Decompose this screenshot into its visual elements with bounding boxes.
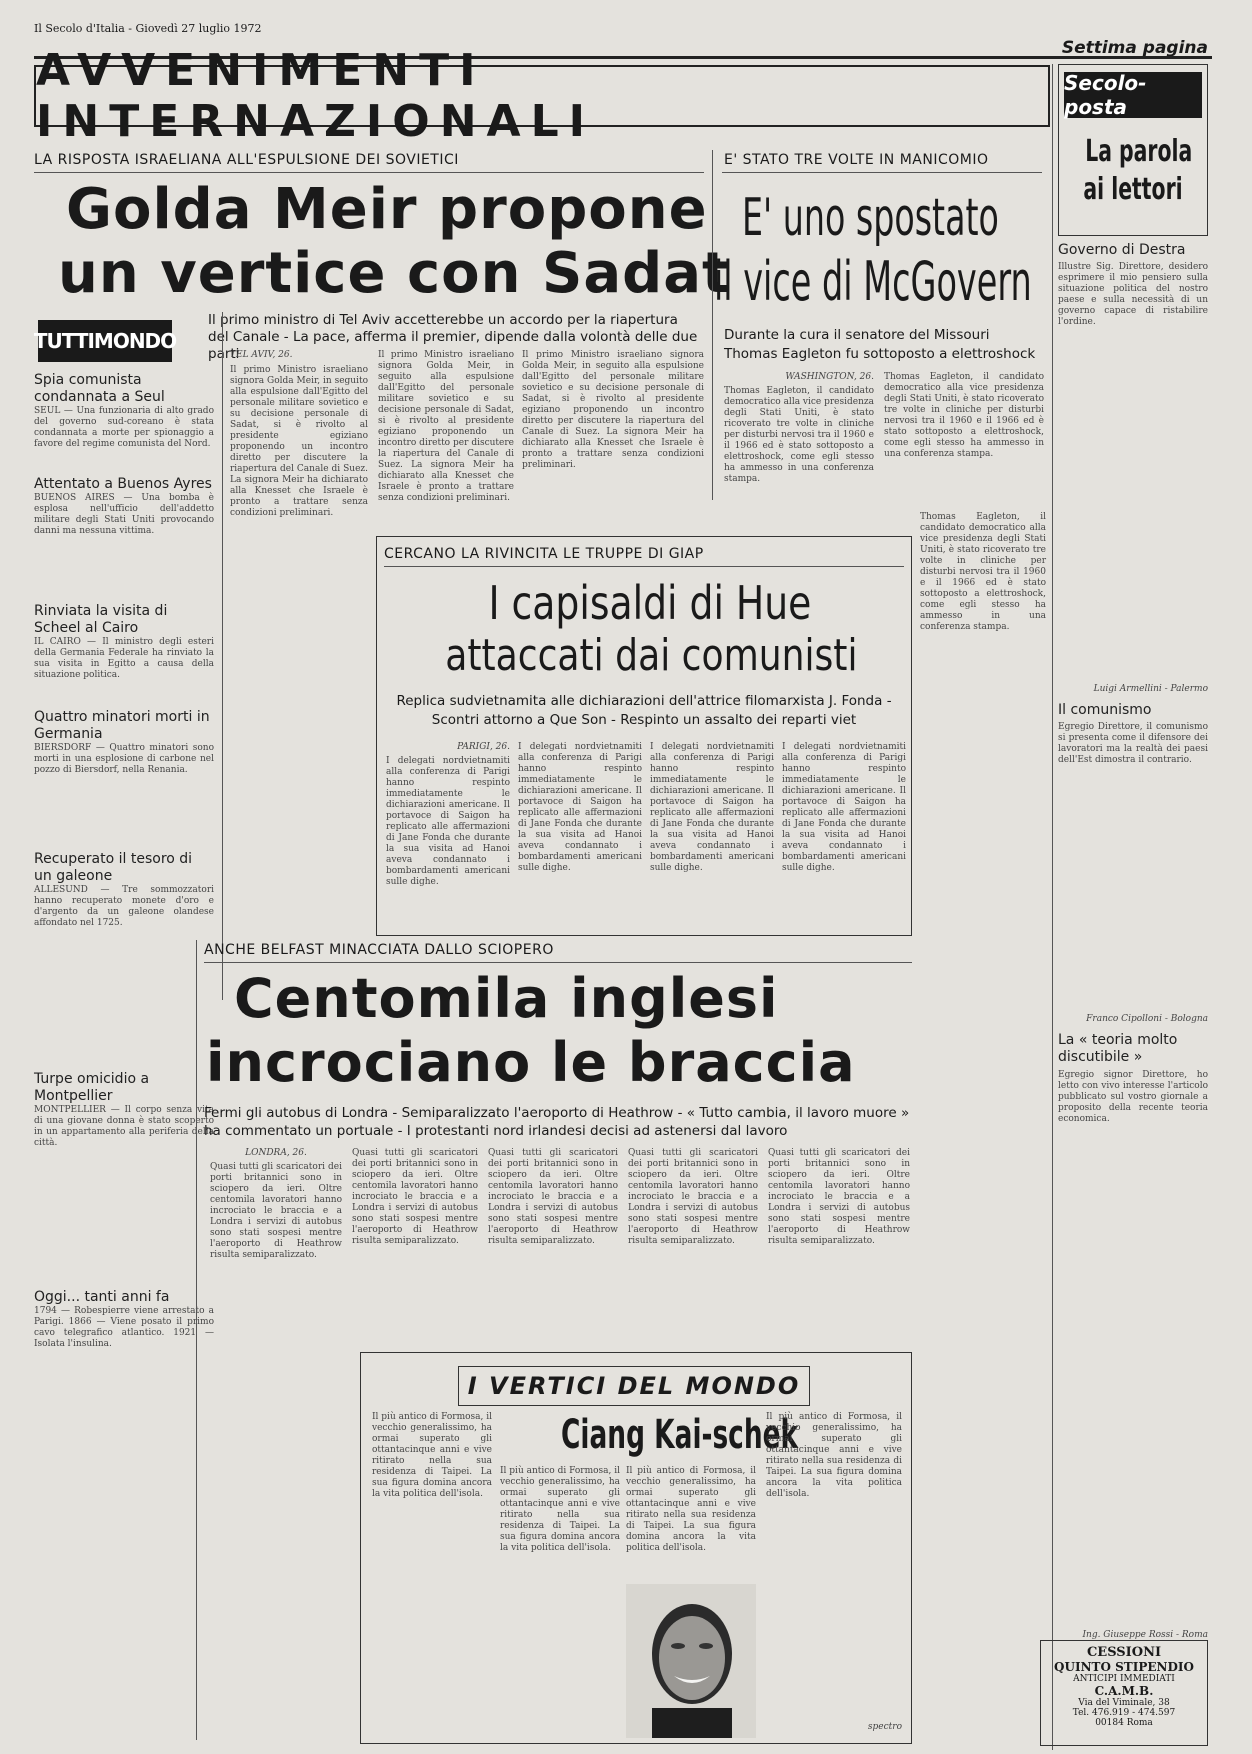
vertici-name-wrap bbox=[500, 1412, 799, 1462]
news-brief bbox=[34, 372, 214, 470]
column-rule bbox=[712, 150, 713, 500]
hue-dateline: PARIGI, 26. bbox=[457, 742, 510, 752]
eagleton-body-col1: Thomas Eagleton, il candidato democratico alla vice presidenza degli Stati Uniti, è stato ricoverato tre volte in cliniche per disturbi nervosi tra il 1960 e il 1966 ed è stato sottoposto a elettroshock, come egli stesso ha ammesso in una conferenza stampa. bbox=[724, 386, 874, 484]
golda-kicker: LA RISPOSTA ISRAELIANA ALL'ESPULSIONE DEI SOVIETICI bbox=[34, 152, 459, 168]
hue-body-col3: I delegati nordvietnamiti alla conferenza di Parigi hanno respinto immediatamente le dichiarazioni americane. Il portavoce di Saigon ha replicato alle affermazioni di Jane Fonda che durante la sua visita ad Hanoi aveva condannato i bombardamenti americani sulle dighe. bbox=[650, 742, 774, 873]
hue-body-col1: I delegati nordvietnamiti alla conferenza di Parigi hanno respinto immediatamente le dichiarazioni americane. Il portavoce di Saigon ha replicato alle affermazioni di Jane Fonda che durante la sua visita ad Hanoi aveva condannato i bombardamenti americani sulle dighe. bbox=[386, 756, 510, 887]
ad-line-6: Tel. 476.919 - 474.597 bbox=[1072, 1708, 1176, 1718]
vertici-author: spectro bbox=[867, 1722, 902, 1732]
ad-line-3: ANTICIPI IMMEDIATI bbox=[1073, 1674, 1175, 1684]
golda-body-col1: Il primo Ministro israeliano signora Golda Meir, in seguito alla espulsione dall'Egitto del personale militare sovietico e su decisione personale di Sadat, si è rivolto al presidente egiziano proponendo un incontro diretto per discutere la riapertura del Canale di Suez. La signora Meir ha dichiarato alla Knesset che Israele è pronto a trattare senza condizioni preliminari. bbox=[230, 365, 368, 518]
hue-body-col4: I delegati nordvietnamiti alla conferenza di Parigi hanno respinto immediatamente le dichiarazioni americane. Il portavoce di Saigon ha replicato alle affermazioni di Jane Fonda che durante la sua visita ad Hanoi aveva condannato i bombardamenti americani sulle dighe. bbox=[782, 742, 906, 873]
vertici-name: Ciang Kai-schek bbox=[561, 1412, 799, 1458]
eagleton-headline-wrap-1 bbox=[742, 188, 1042, 246]
belfast-subhead: Fermi gli autobus di Londra - Semiparalizzato l'aeroporto di Heathrow - « Tutto cambia, il lavoro muore » ha commentato un portuale - I protestanti nord irlandesi decisi ad astenersi dal lavoro bbox=[204, 1105, 910, 1139]
news-brief-body: 1794 — Robespierre viene arrestato a Parigi. 1866 — Viene posato il primo cavo telegrafico atlantico. 1921 — Isolata l'insulina. bbox=[34, 1306, 214, 1349]
letter-signature: Ing. Giuseppe Rossi - Roma bbox=[1082, 1630, 1208, 1640]
belfast-body-col3: Quasi tutti gli scaricatori dei porti britannici sono in sciopero da ieri. Oltre centomila lavoratori hanno incrociato le braccia e a Londra i servizi di autobus sono stati sospesi mentre l'aeroporto di Heathrow risulta semiparalizzato. bbox=[488, 1148, 618, 1246]
hue-subhead: Replica sudvietnamita alle dichiarazioni dell'attrice filomarxista J. Fonda - Scontri attorno a Que Son - Respinto un assalto dei reparti viet bbox=[396, 693, 892, 728]
loan-advertisement bbox=[1040, 1640, 1208, 1746]
news-brief-body: IL CAIRO — Il ministro degli esteri della Germania Federale ha rinviato la sua visita in Egitto a causa della situazione politica. bbox=[34, 637, 214, 680]
news-brief bbox=[34, 476, 214, 597]
secoloposta-logo: Secolo-posta bbox=[1064, 72, 1202, 118]
secoloposta-title-wrap-1 bbox=[1060, 134, 1206, 174]
news-brief-title: Turpe omicidio a Montpellier bbox=[34, 1071, 150, 1104]
letter-body: Egregio signor Direttore, ho letto con vivo interesse l'articolo pubblicato sul vostro giornale a proposito della recente teoria economica. bbox=[1058, 1070, 1208, 1124]
belfast-kicker-rule bbox=[204, 962, 912, 963]
eagleton-subhead: Durante la cura il senatore del Missouri Thomas Eagleton fu sottoposto a elettroshock bbox=[724, 327, 1036, 362]
secoloposta-title-line1: La parola bbox=[1085, 134, 1193, 169]
column-rule bbox=[196, 940, 197, 1740]
golda-subhead: Il primo ministro di Tel Aviv accetterebbe un accordo per la riapertura del Canale - La pace, afferma il premier, dipende dalla volontà delle due parti bbox=[208, 312, 698, 362]
eagleton-dateline: WASHINGTON, 26. bbox=[785, 372, 874, 382]
ad-line-1: CESSIONI bbox=[1086, 1645, 1162, 1660]
belfast-body-col4: Quasi tutti gli scaricatori dei porti britannici sono in sciopero da ieri. Oltre centomila lavoratori hanno incrociato le braccia e a Londra i servizi di autobus sono stati sospesi mentre l'aeroporto di Heathrow risulta semiparalizzato. bbox=[628, 1148, 758, 1246]
hue-kicker-rule bbox=[384, 566, 904, 567]
golda-body-col2: Il primo Ministro israeliano signora Golda Meir, in seguito alla espulsione dall'Egitto del personale militare sovietico e su decisione personale di Sadat, si è rivolto al presidente egiziano proponendo un incontro diretto per discutere la riapertura del Canale di Suez. La signora Meir ha dichiarato alla Knesset che Israele è pronto a trattare senza condizioni preliminari. bbox=[378, 350, 514, 503]
vertici-body-col4: Il più antico di Formosa, il vecchio generalissimo, ha ormai superato gli ottantacinque anni e vive ritirato nella sua residenza di Taipei. La sua figura domina ancora la vita politica dell'isola. bbox=[766, 1412, 902, 1499]
golda-headline-line2: un vertice con Sadat bbox=[58, 241, 730, 306]
masthead-date: Il Secolo d'Italia - Giovedì 27 luglio 1972 bbox=[34, 22, 262, 35]
letter-title: Governo di Destra bbox=[1058, 242, 1186, 258]
belfast-body-col1: Quasi tutti gli scaricatori dei porti britannici sono in sciopero da ieri. Oltre centomila lavoratori hanno incrociato le braccia e a Londra i servizi di autobus sono stati sospesi mentre l'aeroporto di Heathrow risulta semiparalizzato. bbox=[210, 1162, 342, 1260]
portrait-photo bbox=[626, 1584, 756, 1738]
news-brief-title: Recuperato il tesoro di un galeone bbox=[34, 851, 193, 884]
letter-body: Egregio Direttore, il comunismo si presenta come il difensore dei lavoratori ma la realtà dei paesi dell'Est dimostra il contrario. bbox=[1058, 722, 1208, 765]
belfast-body-col5: Quasi tutti gli scaricatori dei porti britannici sono in sciopero da ieri. Oltre centomila lavoratori hanno incrociato le braccia e a Londra i servizi di autobus sono stati sospesi mentre l'aeroporto di Heathrow risulta semiparalizzato. bbox=[768, 1148, 910, 1246]
golda-body-col3: Il primo Ministro israeliano signora Golda Meir, in seguito alla espulsione dall'Egitto del personale militare sovietico e su decisione personale di Sadat, si è rivolto al presidente egiziano proponendo un incontro diretto per discutere la riapertura del Canale di Suez. La signora Meir ha dichiarato alla Knesset che Israele è pronto a trattare senza condizioni preliminari. bbox=[522, 350, 704, 470]
hue-kicker: CERCANO LA RIVINCITA LE TRUPPE DI GIAP bbox=[384, 546, 704, 562]
ad-line-2: QUINTO STIPENDIO bbox=[1054, 1660, 1194, 1674]
hue-headline-wrap-1 bbox=[410, 576, 890, 634]
vertici-body-col3: Il più antico di Formosa, il vecchio generalissimo, ha ormai superato gli ottantacinque anni e vive ritirato nella sua residenza di Taipei. La sua figura domina ancora la vita politica dell'isola. bbox=[626, 1466, 756, 1553]
news-brief bbox=[34, 851, 214, 1065]
column-rule bbox=[1052, 64, 1053, 1750]
section-banner: AVVENIMENTI INTERNAZIONALI bbox=[34, 65, 1050, 127]
hue-body-col2: I delegati nordvietnamiti alla conferenza di Parigi hanno respinto immediatamente le dichiarazioni americane. Il portavoce di Saigon ha replicato alle affermazioni di Jane Fonda che durante la sua visita ad Hanoi aveva condannato i bombardamenti americani sulle dighe. bbox=[518, 742, 642, 873]
news-brief-title: Spia comunista condannata a Seul bbox=[34, 372, 165, 405]
belfast-headline-line2: incrociano le braccia bbox=[206, 1031, 856, 1094]
vertici-body-col1: Il più antico di Formosa, il vecchio generalissimo, ha ormai superato gli ottantacinque anni e vive ritirato nella sua residenza di Taipei. La sua figura domina ancora la vita politica dell'isola. bbox=[372, 1412, 492, 1499]
belfast-headline-line1: Centomila inglesi bbox=[234, 967, 779, 1030]
secoloposta-title-line2: ai lettori bbox=[1083, 172, 1183, 207]
news-brief bbox=[34, 603, 214, 703]
letter-signature: Luigi Armellini - Palermo bbox=[1093, 684, 1208, 694]
golda-headline-line1: Golda Meir propone bbox=[66, 177, 708, 242]
news-brief-body: SEUL — Una funzionaria di alto grado del governo sud-coreano è stata condannata a morte per spionaggio a favore del regime comunista del Nord. bbox=[34, 406, 214, 449]
eagleton-kicker-rule bbox=[722, 172, 1042, 173]
column-rule bbox=[222, 312, 223, 1000]
news-brief-title: Attentato a Buenos Ayres bbox=[34, 476, 212, 492]
eagleton-headline-line1: E' uno spostato bbox=[742, 188, 999, 248]
eagleton-headline-wrap-2 bbox=[714, 250, 1048, 314]
letter-title: Il comunismo bbox=[1058, 702, 1152, 718]
vertici-body-col2: Il più antico di Formosa, il vecchio generalissimo, ha ormai superato gli ottantacinque anni e vive ritirato nella sua residenza di Taipei. La sua figura domina ancora la vita politica dell'isola. bbox=[500, 1466, 620, 1553]
eagleton-body-col3: Thomas Eagleton, il candidato democratico alla vice presidenza degli Stati Uniti, è stato ricoverato tre volte in cliniche per disturbi nervosi tra il 1960 e il 1966 ed è stato sottoposto a elettroshock, come egli stesso ha ammesso in una conferenza stampa. bbox=[920, 512, 1046, 632]
news-brief bbox=[34, 709, 214, 845]
golda-kicker-rule bbox=[34, 172, 704, 173]
news-brief-title: Quattro minatori morti in Germania bbox=[34, 709, 210, 742]
news-brief-body: BUENOS AIRES — Una bomba è esplosa nell'ufficio dell'addetto militare degli Stati Uniti provocando danni ma nessuna vittima. bbox=[34, 493, 214, 536]
letter-body: Illustre Sig. Direttore, desidero esprimere il mio pensiero sulla situazione politica del nostro paese e sulla necessità di un governo capace di ristabilire l'ordine. bbox=[1058, 262, 1208, 327]
hue-headline-line1: I capisaldi di Hue bbox=[488, 576, 812, 630]
tuttimondo-logo: TUTTIMONDO bbox=[38, 320, 172, 362]
eagleton-kicker: E' STATO TRE VOLTE IN MANICOMIO bbox=[724, 152, 989, 168]
tuttimondo-list bbox=[34, 372, 214, 1666]
news-brief-title: Rinviata la visita di Scheel al Cairo bbox=[34, 603, 168, 636]
vertici-title: I VERTICI DEL MONDO bbox=[458, 1366, 810, 1406]
ad-line-5: Via del Viminale, 38 bbox=[1078, 1698, 1170, 1708]
letter-signature: Franco Cipolloni - Bologna bbox=[1086, 1014, 1208, 1024]
belfast-dateline: LONDRA, 26. bbox=[245, 1148, 307, 1158]
page-number-label: Settima pagina bbox=[1061, 38, 1208, 58]
golda-dateline: TEL AVIV, 26. bbox=[230, 350, 293, 360]
eagleton-headline-line2: il vice di McGovern bbox=[714, 250, 1032, 313]
belfast-kicker: ANCHE BELFAST MINACCIATA DALLO SCIOPERO bbox=[204, 942, 554, 958]
secoloposta-title-wrap-2 bbox=[1060, 172, 1206, 212]
news-brief-title: Oggi... tanti anni fa bbox=[34, 1289, 170, 1305]
ad-line-7: 00184 Roma bbox=[1095, 1718, 1153, 1728]
news-brief bbox=[34, 1289, 214, 1666]
ad-line-4: C.A.M.B. bbox=[1094, 1684, 1154, 1698]
letter-title: La « teoria molto discutibile » bbox=[1058, 1032, 1178, 1065]
news-brief-body: ALLESUND — Tre sommozzatori hanno recuperato monete d'oro e d'argento da un galeone olandese affondato nel 1725. bbox=[34, 885, 214, 928]
hue-headline-wrap-2 bbox=[400, 630, 900, 686]
news-brief-body: BIERSDORF — Quattro minatori sono morti in una esplosione di carbone nel pozzo di Biersdorf, nella Renania. bbox=[34, 743, 214, 775]
news-brief bbox=[34, 1071, 214, 1283]
belfast-body-col2: Quasi tutti gli scaricatori dei porti britannici sono in sciopero da ieri. Oltre centomila lavoratori hanno incrociato le braccia e a Londra i servizi di autobus sono stati sospesi mentre l'aeroporto di Heathrow risulta semiparalizzato. bbox=[352, 1148, 478, 1246]
news-brief-body: MONTPELLIER — Il corpo senza vita di una giovane donna è stato scoperto in un appartamento alla periferia della città. bbox=[34, 1105, 214, 1148]
hue-headline-line2: attaccati dai comunisti bbox=[445, 630, 858, 681]
eagleton-body-col2: Thomas Eagleton, il candidato democratico alla vice presidenza degli Stati Uniti, è stato ricoverato tre volte in cliniche per disturbi nervosi tra il 1960 e il 1966 ed è stato sottoposto a elettroshock, come egli stesso ha ammesso in una conferenza stampa. bbox=[884, 372, 1044, 459]
